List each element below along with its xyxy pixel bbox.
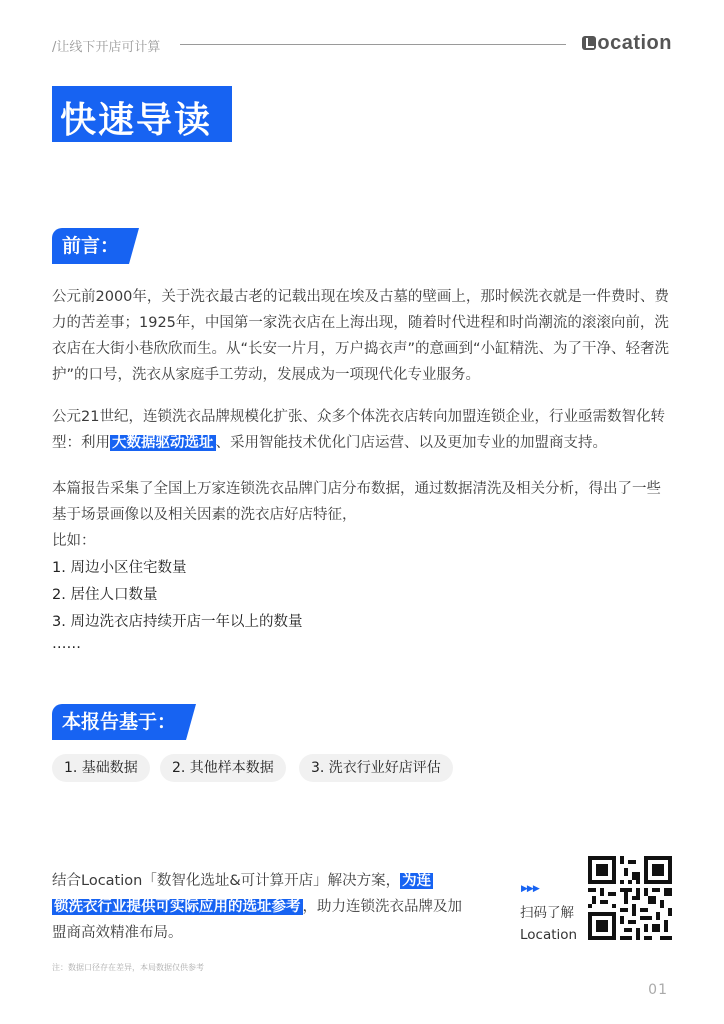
list-item: 2. 居住人口数量 bbox=[52, 587, 158, 603]
footer-text-after: ，助力连锁洗衣品牌及加盟商高效精准布局。 bbox=[52, 899, 462, 941]
scan-line-2: Location bbox=[520, 927, 578, 943]
title-block bbox=[52, 86, 232, 142]
page-number: 01 bbox=[648, 982, 668, 998]
preface-paragraph-1: 公元前2000年，关于洗衣最古老的记载出现在埃及古墓的壁画上，那时候洗衣就是一件费时、费力的苦差事；1925年，中国第一家洗衣店在上海出现，随着时代进程和时尚潮流的滚滚向前，洗衣店在大街小巷欣欣而生。从“长安一片月，万户捣衣声”的意画到“小缸精洗、为了干净、轻奢洗护”的口号，洗衣从家庭手工劳动，发展成为一项现代化专业服务。 bbox=[52, 289, 670, 383]
basis-pill-2: 2. 其他样本数据 bbox=[160, 754, 286, 782]
list-item: 1. 周边小区住宅数量 bbox=[52, 560, 187, 576]
location-logo bbox=[582, 32, 672, 55]
p2-text-after: 、采用智能技术优化门店运营、以及更加专业的加盟商支持。 bbox=[215, 435, 607, 451]
basis-pill-1: 1. 基础数据 bbox=[52, 754, 150, 782]
basis-label: 本报告基于： bbox=[52, 704, 186, 740]
qr-code-icon[interactable] bbox=[588, 856, 672, 940]
list-ellipsis: …… bbox=[52, 636, 81, 652]
p2-highlight: 大数据驱动选址 bbox=[112, 435, 214, 451]
page-title: 快速导读 bbox=[60, 100, 213, 141]
preface-paragraph-2 bbox=[52, 404, 674, 456]
arrow-right-icon: ▶▶▶ bbox=[521, 884, 539, 894]
scan-prompt bbox=[520, 902, 577, 946]
header-tagline: /让线下开店可计算 bbox=[52, 40, 161, 55]
footer-highlight-1: 为连 bbox=[402, 873, 432, 889]
footnote: 注：数据口径存在差异，本局数据仅供参考 bbox=[52, 963, 204, 972]
logo-mark-icon bbox=[582, 36, 596, 50]
header-divider bbox=[180, 44, 566, 45]
list-item: 3. 周边洗衣店持续开店一年以上的数量 bbox=[52, 614, 303, 630]
footer-highlight-2: 锁洗衣行业提供可实际应用的选址参考 bbox=[54, 899, 301, 915]
scan-line-1: 扫码了解 bbox=[520, 905, 574, 921]
example-label: 比如： bbox=[52, 533, 96, 549]
footer-paragraph bbox=[52, 868, 462, 946]
page-header bbox=[52, 34, 672, 54]
logo-text: ocation bbox=[597, 32, 672, 54]
preface-label: 前言： bbox=[52, 228, 129, 264]
basis-pill-3: 3. 洗衣行业好店评估 bbox=[299, 754, 453, 782]
preface-paragraph-3: 本篇报告采集了全国上万家连锁洗衣品牌门店分布数据，通过数据清洗及相关分析，得出了一些基于场景画像以及相关因素的洗衣店好店特征， bbox=[52, 481, 661, 523]
footer-text-before: 结合Location「数智化选址&可计算开店」解决方案， bbox=[52, 873, 401, 889]
p2-text-before: 公元21世纪，连锁洗衣品牌规模化扩张、众多个体洗衣店转向加盟连锁企业，行业亟需数智化转型：利用 bbox=[52, 409, 665, 451]
